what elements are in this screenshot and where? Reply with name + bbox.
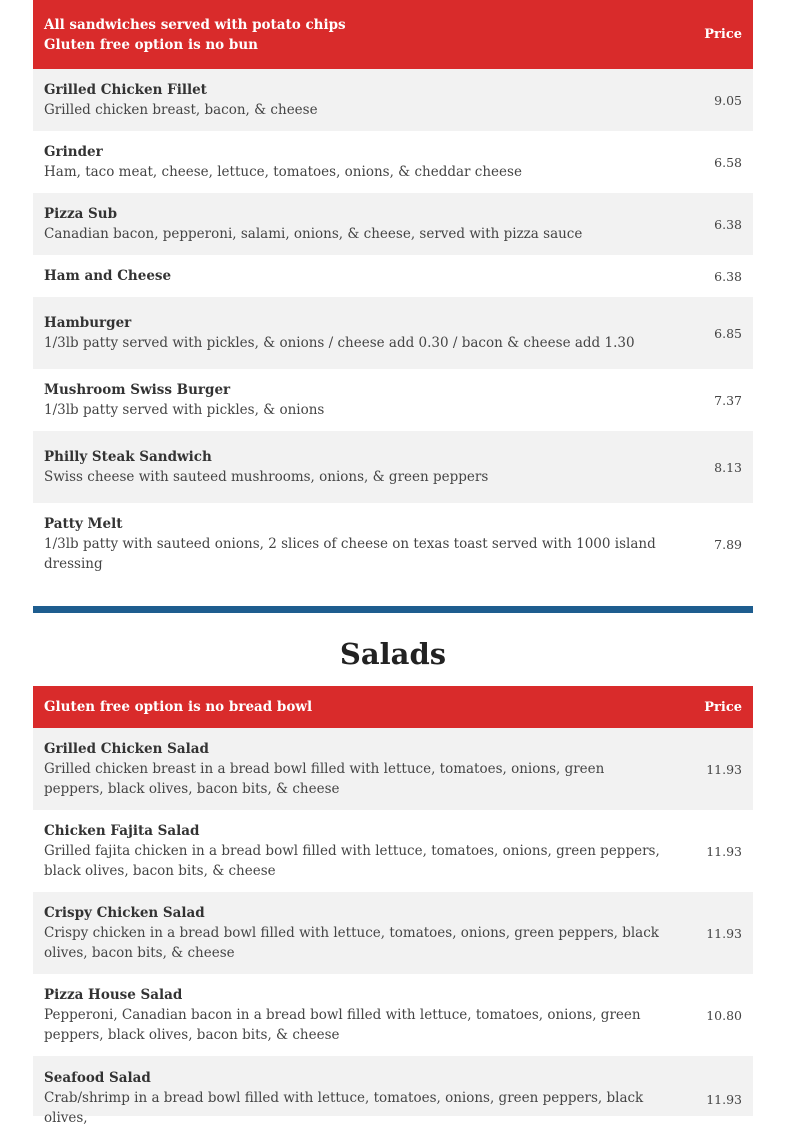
item-price: 6.58 [714,154,742,170]
item-description: Swiss cheese with sauteed mushrooms, onions, & green peppers [44,469,489,485]
item-name: Hamburger [44,315,132,331]
menu-item-row [33,974,753,1056]
item-name: Grilled Chicken Salad [44,741,209,757]
item-name: Seafood Salad [44,1070,151,1086]
item-description: 1/3lb patty served with pickles, & onions / cheese add 0.30 / bacon & cheese add 1.30 [44,335,635,351]
sandwich-table-header [33,0,753,69]
item-price: 10.80 [706,1007,742,1023]
salad-price-header: Price [704,699,742,715]
item-price: 8.13 [714,459,742,475]
item-price: 6.85 [714,325,742,341]
item-description: Ham, taco meat, cheese, lettuce, tomatoes, onions, & cheddar cheese [44,164,522,180]
menu-item-row [33,193,753,255]
item-description: Pepperoni, Canadian bacon in a bread bowl filled with lettuce, tomatoes, onions, green peppers, black olives, bacon bits, & cheese [44,1007,641,1043]
item-description: 1/3lb patty with sauteed onions, 2 slices of cheese on texas toast served with 1000 island dressing [44,536,656,572]
menu-item-row [33,728,753,810]
menu-item-row [33,297,753,369]
item-price: 11.93 [706,761,742,777]
item-price: 11.93 [706,843,742,859]
item-price: 7.89 [714,536,742,552]
item-price: 11.93 [706,1092,742,1107]
item-name: Pizza House Salad [44,987,183,1003]
sandwich-table [33,0,753,585]
item-name: Ham and Cheese [44,268,172,284]
item-price: 6.38 [714,268,742,284]
item-name: Chicken Fajita Salad [44,823,200,839]
salad-table-header [33,686,753,728]
item-description: Crab/shrimp in a bread bowl filled with lettuce, tomatoes, onions, green peppers, black olives, [44,1090,644,1126]
menu-item-row [33,131,753,193]
menu-item-row [33,503,753,585]
item-description: Grilled fajita chicken in a bread bowl filled with lettuce, tomatoes, onions, green peppers, black olives, bacon bits, & cheese [44,843,660,879]
item-price: 7.37 [714,392,742,408]
item-description: Crispy chicken in a bread bowl filled with lettuce, tomatoes, onions, green peppers, black olives, bacon bits, & cheese [44,925,659,961]
menu-item-row [33,431,753,503]
section-divider [33,606,753,613]
menu-item-row [33,369,753,431]
salad-table [33,686,753,1126]
item-description: 1/3lb patty served with pickles, & onions [44,402,325,418]
item-name: Philly Steak Sandwich [44,449,212,465]
item-name: Mushroom Swiss Burger [44,382,231,398]
menu-item-row [33,255,753,297]
item-description: Grilled chicken breast, bacon, & cheese [44,102,318,118]
salads-title: Salads [339,637,447,671]
item-price: 11.93 [706,925,742,941]
item-description: Canadian bacon, pepperoni, salami, onions, & cheese, served with pizza sauce [44,226,583,242]
item-price: 6.38 [714,216,742,232]
sandwich-note-chips: All sandwiches served with potato chips [44,16,346,33]
menu-item-row [33,1056,753,1126]
sandwich-note-gluten: Gluten free option is no bun [44,36,258,53]
salad-note-gluten: Gluten free option is no bread bowl [44,699,313,715]
menu-item-row [33,892,753,974]
sandwich-price-header: Price [704,27,742,42]
item-name: Crispy Chicken Salad [44,905,205,921]
item-name: Grinder [44,144,103,160]
item-price: 9.05 [714,92,742,108]
menu-item-row [33,69,753,131]
item-name: Patty Melt [44,516,123,532]
sandwich-header-notes [44,15,346,55]
item-name: Pizza Sub [44,206,118,222]
item-name: Grilled Chicken Fillet [44,82,207,98]
item-description: Grilled chicken breast in a bread bowl filled with lettuce, tomatoes, onions, green peppers, black olives, bacon bits, & cheese [44,761,605,797]
menu-item-row [33,810,753,892]
